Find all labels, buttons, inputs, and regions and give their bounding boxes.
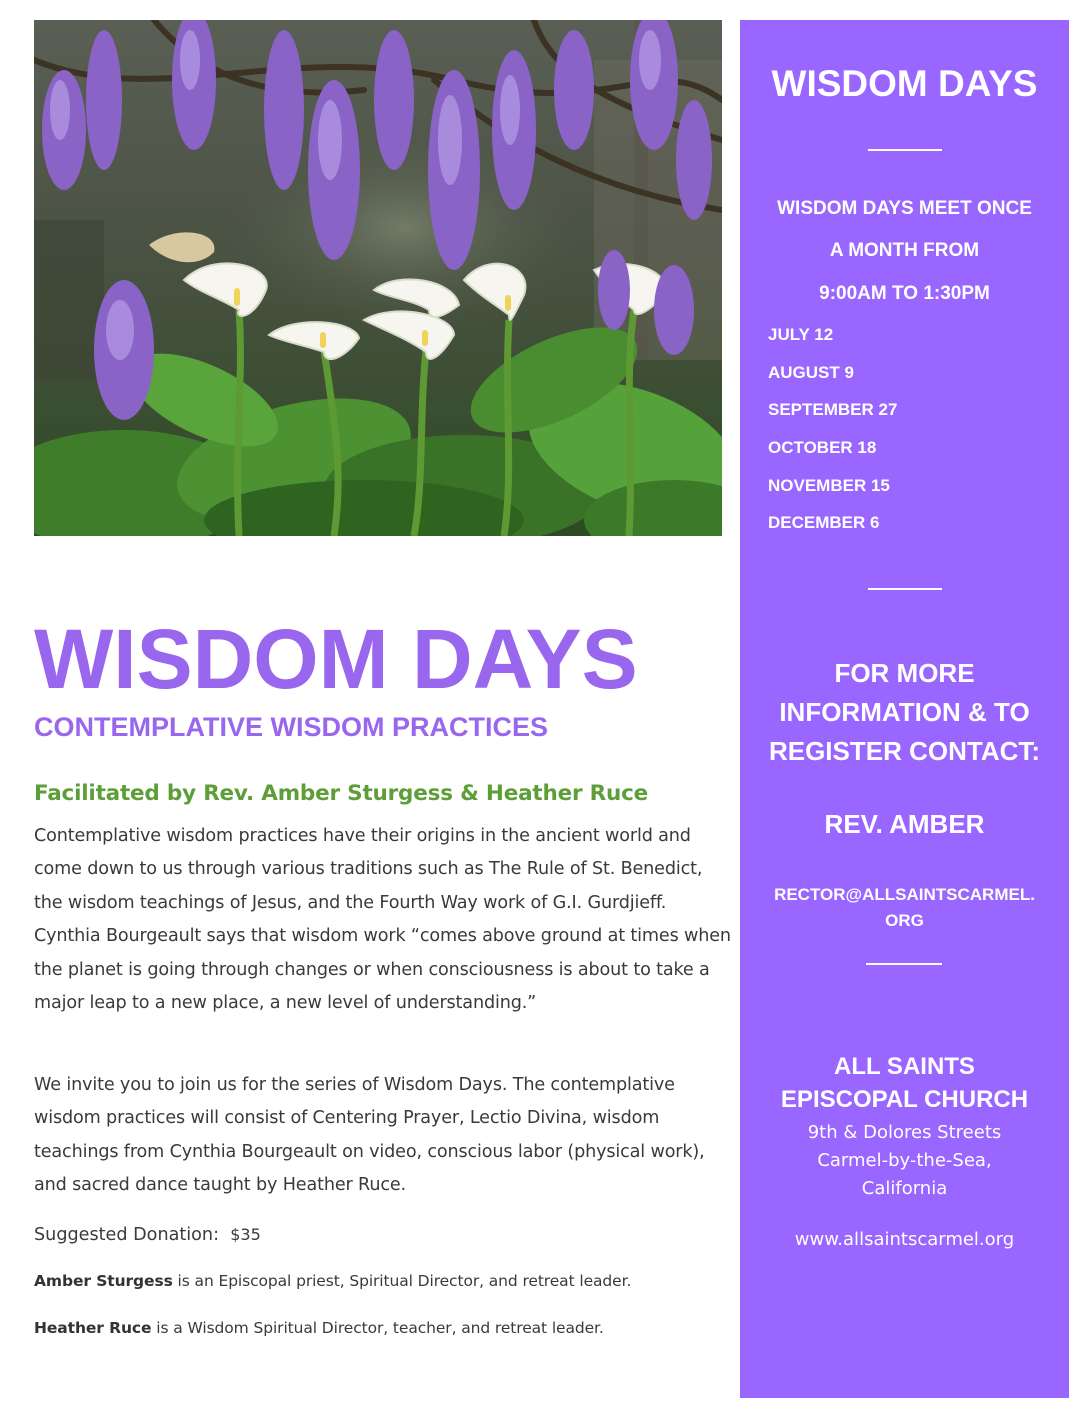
wisteria-calla-lily-photo: [34, 20, 722, 536]
divider: [868, 588, 942, 590]
bio-heather-text: is a Wisdom Spiritual Director, teacher, and retreat leader.: [151, 1319, 604, 1337]
bio-heather: [34, 1315, 604, 1341]
email-line-2: ORG: [885, 911, 924, 930]
dates-list: [768, 320, 897, 546]
date-item: AUGUST 9: [768, 362, 854, 382]
address-line-3: California: [861, 1178, 948, 1199]
date-item: OCTOBER 18: [768, 438, 877, 458]
description-paragraph-1: Contemplative wisdom practices have their origins in the ancient world and come down to us through various traditions such as The Rule of St. Benedict, the wisdom teachings of Jesus, and the Fourth Way work of G.I. Gurdjieff. Cynthia Bourgeault says that wisdom work “comes above ground at times when the planet is going through changes or when consciousness is about to take a major leap to a new place, a new level of understanding.”: [34, 826, 731, 1014]
sidebar-title: WISDOM DAYS: [771, 63, 1038, 104]
meet-line-1: WISDOM DAYS MEET ONCE: [777, 198, 1032, 219]
date-item: SEPTEMBER 27: [768, 400, 898, 420]
suggested-donation: [34, 1220, 261, 1250]
divider: [866, 963, 942, 965]
church-name: [740, 1050, 1069, 1116]
more-info-line-3: REGISTER CONTACT:: [768, 736, 1041, 766]
church-line-2: EPISCOPAL CHURCH: [780, 1086, 1029, 1113]
contact-name: REV. AMBER: [824, 809, 985, 839]
main-title: WISDOM DAYS: [34, 612, 638, 706]
flower-photo-icon: [34, 20, 722, 536]
donation-amount: $35: [230, 1225, 261, 1244]
email-line-1: RECTOR@ALLSAINTSCARMEL.: [774, 885, 1035, 904]
bio-amber-text: is an Episcopal priest, Spiritual Director, and retreat leader.: [172, 1272, 632, 1290]
church-line-1: ALL SAINTS: [834, 1053, 975, 1080]
church-address: [740, 1119, 1069, 1203]
more-info-line-1: FOR MORE: [834, 658, 975, 688]
description-paragraph-2: We invite you to join us for the series of Wisdom Days. The contemplative wisdom practices will consist of Centering Prayer, Lectio Divina, wisdom teachings from Cynthia Bourgeault on video, conscious labor (physical work), and sacred dance taught by Heather Ruce.: [34, 1075, 705, 1196]
website-link[interactable]: www.allsaintscarmel.org: [794, 1229, 1015, 1250]
bio-amber-name: Amber Sturgess: [34, 1272, 173, 1290]
more-info-line-2: INFORMATION & TO: [779, 697, 1030, 727]
bio-amber: [34, 1268, 631, 1294]
contact-email[interactable]: [740, 882, 1069, 934]
main-subtitle: CONTEMPLATIVE WISDOM PRACTICES: [34, 712, 549, 742]
bio-heather-name: Heather Ruce: [34, 1319, 152, 1337]
meet-line-2: A MONTH FROM: [829, 240, 980, 261]
date-item: DECEMBER 6: [768, 513, 880, 533]
meet-line-3: 9:00AM TO 1:30PM: [819, 283, 990, 304]
more-info-heading: [740, 654, 1069, 771]
donation-label: Suggested Donation:: [34, 1225, 220, 1245]
address-line-1: 9th & Dolores Streets: [807, 1122, 1002, 1143]
date-item: NOVEMBER 15: [768, 475, 890, 495]
facilitators-line: Facilitated by Rev. Amber Sturgess & Heather Ruce: [34, 781, 649, 806]
address-line-2: Carmel-by-the-Sea,: [817, 1150, 992, 1171]
divider: [868, 149, 942, 151]
info-sidebar: [740, 20, 1069, 1398]
date-item: JULY 12: [768, 325, 834, 344]
